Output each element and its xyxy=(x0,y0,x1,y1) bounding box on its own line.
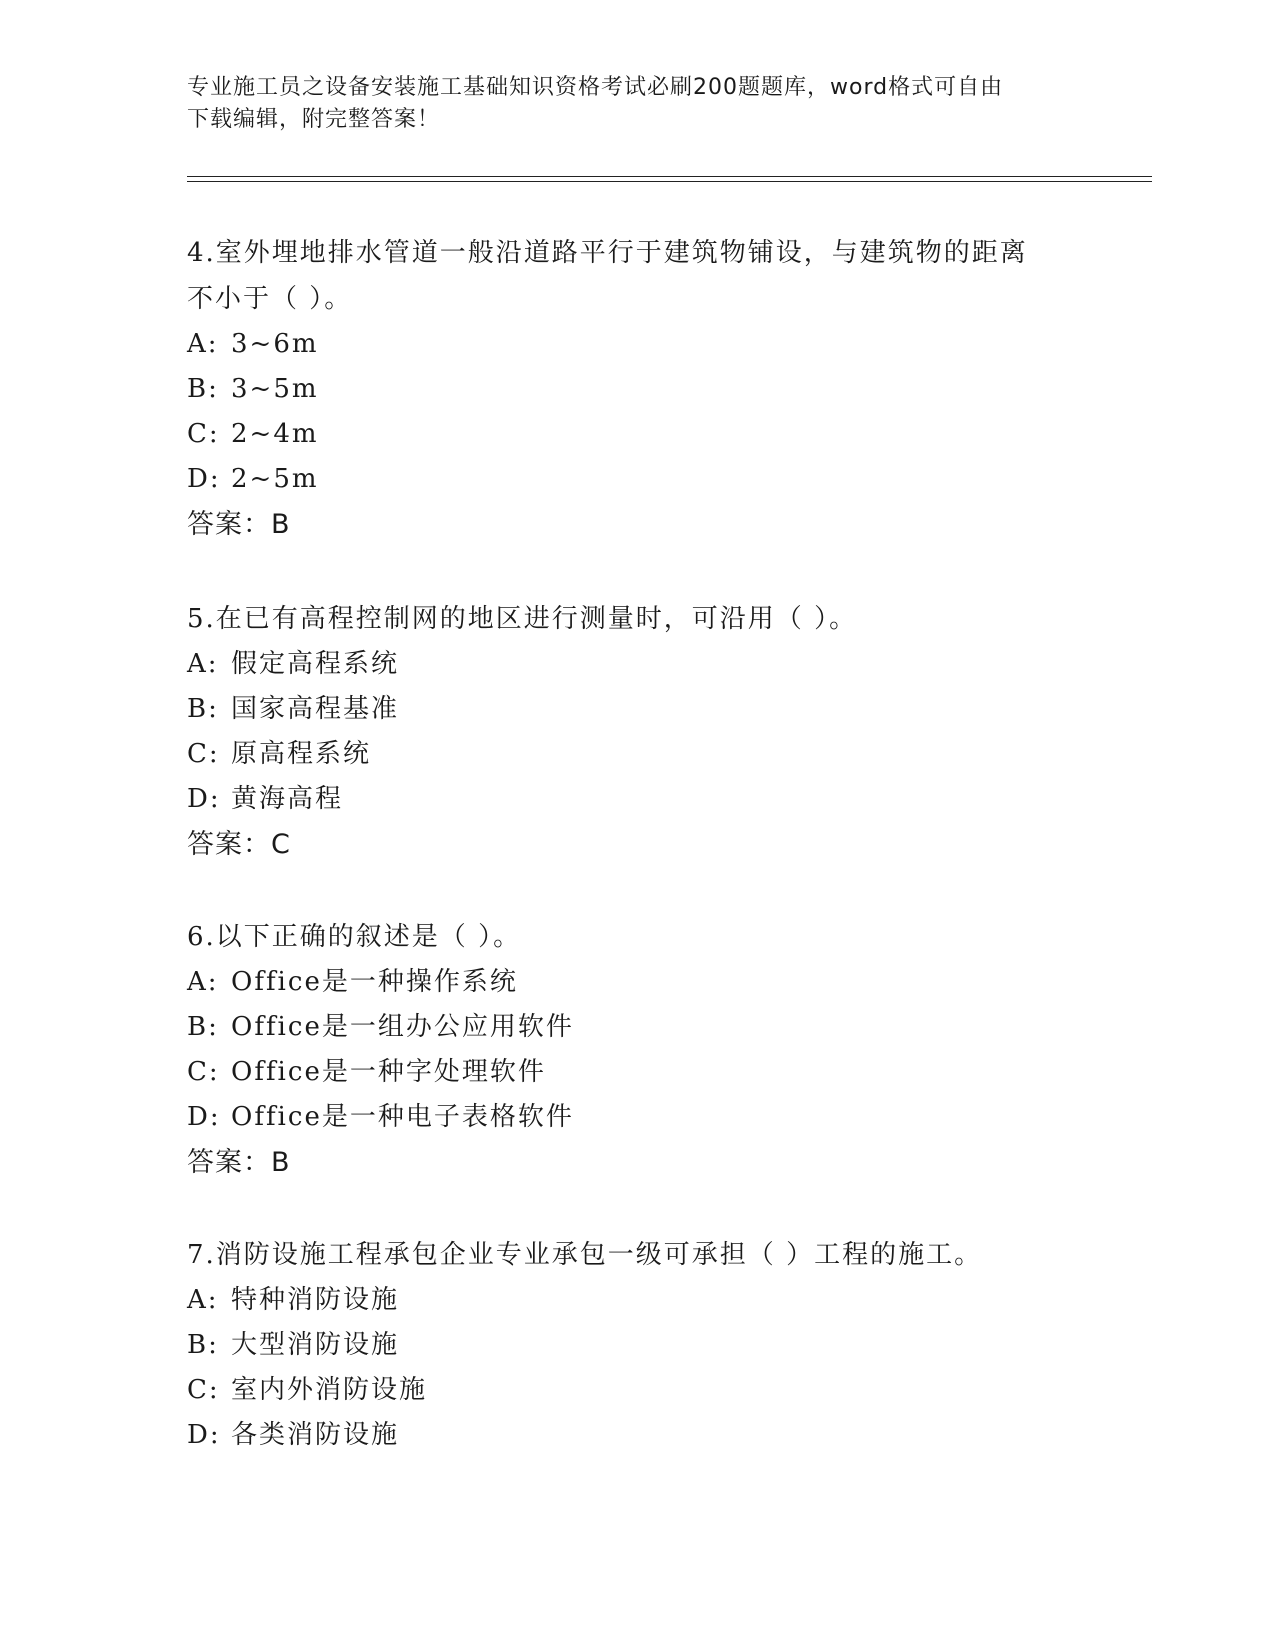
option-text: 2~5m xyxy=(231,464,319,494)
question-stem: 4.室外埋地排水管道一般沿道路平行于建筑物铺设，与建筑物的距离 xyxy=(187,238,1028,268)
option-text: 假定高程系统 xyxy=(231,649,400,679)
option-letter: C: xyxy=(187,419,220,449)
option-d xyxy=(187,1413,1087,1458)
option-letter: B: xyxy=(187,1330,219,1360)
option-text: 原高程系统 xyxy=(231,739,372,769)
question-stem: 6.以下正确的叙述是（ ）。 xyxy=(187,922,522,952)
option-c xyxy=(187,1368,1087,1413)
option-letter: A: xyxy=(187,649,219,679)
option-text: 室内外消防设施 xyxy=(231,1375,428,1405)
option-c xyxy=(187,412,1087,457)
option-d xyxy=(187,777,1087,822)
option-letter: B: xyxy=(187,694,219,724)
option-d xyxy=(187,1095,1087,1140)
option-a xyxy=(187,642,1087,687)
question-4 xyxy=(187,230,1087,548)
option-letter: D: xyxy=(187,784,221,814)
option-text: 特种消防设施 xyxy=(231,1285,400,1315)
option-text: Office是一组办公应用软件 xyxy=(231,1012,574,1042)
option-letter: B: xyxy=(187,1012,219,1042)
option-text: 3~5m xyxy=(231,374,319,404)
document-header xyxy=(187,72,1087,136)
header-line-1: 专业施工员之设备安装施工基础知识资格考试必刷200题题库，word格式可自由 xyxy=(187,75,1004,100)
option-c xyxy=(187,732,1087,777)
option-text: 各类消防设施 xyxy=(231,1420,400,1450)
option-letter: A: xyxy=(187,967,219,997)
option-a xyxy=(187,960,1087,1005)
question-stem: 7.消防设施工程承包企业专业承包一级可承担（ ）工程的施工。 xyxy=(187,1240,983,1270)
option-d xyxy=(187,457,1087,502)
option-a xyxy=(187,322,1087,367)
question-6 xyxy=(187,914,1087,1186)
option-letter: C: xyxy=(187,1375,220,1405)
option-text: 3~6m xyxy=(231,329,319,359)
option-letter: A: xyxy=(187,1285,219,1315)
option-c xyxy=(187,1050,1087,1095)
option-letter: D: xyxy=(187,1102,221,1132)
option-text: 2~4m xyxy=(231,419,319,449)
answer: 答案：B xyxy=(187,1147,291,1178)
option-letter: C: xyxy=(187,1057,220,1087)
header-rule-top xyxy=(187,176,1152,177)
option-letter: B: xyxy=(187,374,219,404)
option-text: Office是一种电子表格软件 xyxy=(231,1102,574,1132)
option-b xyxy=(187,1323,1087,1368)
header-line-2: 下载编辑，附完整答案！ xyxy=(187,107,441,132)
option-letter: A: xyxy=(187,329,219,359)
option-b xyxy=(187,1005,1087,1050)
option-text: 国家高程基准 xyxy=(231,694,400,724)
question-5 xyxy=(187,596,1087,868)
answer: 答案：C xyxy=(187,829,291,860)
answer: 答案：B xyxy=(187,509,291,540)
option-text: 黄海高程 xyxy=(231,784,344,814)
question-stem: 5.在已有高程控制网的地区进行测量时，可沿用（ ）。 xyxy=(187,604,858,634)
option-a xyxy=(187,1278,1087,1323)
option-text: Office是一种字处理软件 xyxy=(231,1057,546,1087)
option-text: 大型消防设施 xyxy=(231,1330,400,1360)
header-rule-bottom xyxy=(187,181,1152,182)
option-letter: D: xyxy=(187,464,221,494)
option-letter: C: xyxy=(187,739,220,769)
option-b xyxy=(187,687,1087,732)
option-b xyxy=(187,367,1087,412)
option-letter: D: xyxy=(187,1420,221,1450)
question-7 xyxy=(187,1232,1087,1458)
question-stem-continued: 不小于（ ）。 xyxy=(187,284,353,314)
option-text: Office是一种操作系统 xyxy=(231,967,518,997)
